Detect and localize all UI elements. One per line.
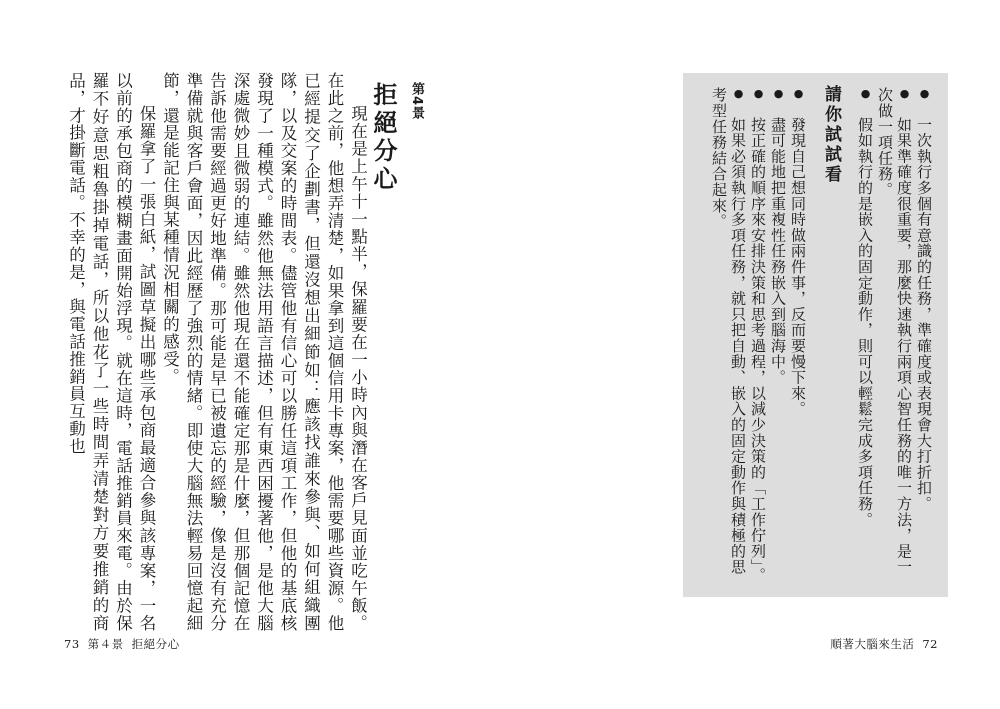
bullet-icon: ●: [732, 87, 745, 101]
list-item: [768, 87, 788, 587]
bullet-icon: ●: [859, 87, 872, 101]
list-item-text: 假如執行的是嵌入的固定動作，則可以輕鬆完成多項任務。: [856, 116, 874, 528]
bullet-icon: ●: [898, 87, 911, 101]
list-item: [855, 87, 875, 587]
chapter-heading: [366, 82, 426, 194]
footer-book-title: 順著大腦來生活: [830, 637, 915, 651]
list-item-text: 一次執行多個有意識的任務，準確度或表現會大打折扣。: [915, 116, 933, 512]
list-item: [788, 87, 808, 587]
list-item-text: 盡可能地把重複性任務嵌入到腦海中。: [769, 116, 787, 386]
paragraph-2: 保羅拿了一張白紙，試圖草擬出哪些承包商最適合參與該專案，一名以前的承包商的模糊畫面開始浮現。就在這時，電話推銷員來電。由於保羅不好意思粗魯掛掉電話，所以他花了一些時間弄清楚對方要推銷的商品，才掛斷電話。不幸的是，與電話推銷員互動也: [66, 72, 156, 632]
list-item-text: 按正確的順序來安排決策和思考過程，以減少決策的「工作佇列」。: [749, 116, 767, 584]
footer-chapter-title: 拒絕分心: [131, 637, 180, 651]
page-number-left: 73: [64, 637, 80, 651]
bullet-icon: ●: [772, 87, 785, 101]
chapter-title: 拒絕分心: [369, 82, 397, 194]
bullet-icon: ●: [792, 87, 805, 101]
list-item-text: 如果準確度很重要，那麼快速執行兩項心智任務的唯一方法，是一次做一項任務。: [876, 87, 913, 575]
tip-box-title: 請你試試看: [821, 85, 841, 185]
list-item: [914, 87, 934, 587]
page-number-right: 72: [922, 637, 938, 651]
bullet-icon: ●: [918, 87, 931, 101]
footer-left: [64, 636, 180, 652]
list-item: [875, 87, 914, 587]
chapter-label: 第4景: [409, 82, 424, 121]
key-points-list: [855, 87, 934, 587]
body-text: [64, 72, 370, 632]
footer-right: [830, 636, 938, 652]
footer-chapter: 第４景: [87, 637, 124, 651]
list-item: [748, 87, 768, 587]
bullet-icon: ●: [752, 87, 765, 101]
try-it-list: [709, 87, 808, 587]
list-item-text: 如果必須執行多項任務，就只把自動、嵌入的固定動作與積極的思考型任務結合起來。: [710, 87, 747, 575]
paragraph-1: 現在是上午十一點半，保羅要在一小時內與潛在客戶見面並吃午飯。在此之前，他想弄清楚，如果拿到這個信用卡專案，他需要哪些資源。他已經提交了企劃書，但還沒想出細節如：應該找誰來參與、如何組織團隊，以及交案的時間表。儘管他有信心可以勝任這項工作，但他的基底核發現了一種模式。雖然他無法用語言描述，但有東西困擾著他，是他大腦深處微妙且微弱的連結。雖然他現在還不能確定那是什麼，但那個記憶在告訴他需要經過更好地準備。那可能是早已被遺忘的經驗，像是沒有充分準備就與客戶會面，因此經歷了強烈的情緒。即使大腦無法輕易回憶起細節，還是能記住與某種情況相關的感受。: [160, 72, 368, 632]
list-item: [709, 87, 748, 587]
tip-box: [683, 73, 948, 597]
list-item-text: 發現自己想同時做兩件事，反而要慢下來。: [789, 116, 807, 417]
